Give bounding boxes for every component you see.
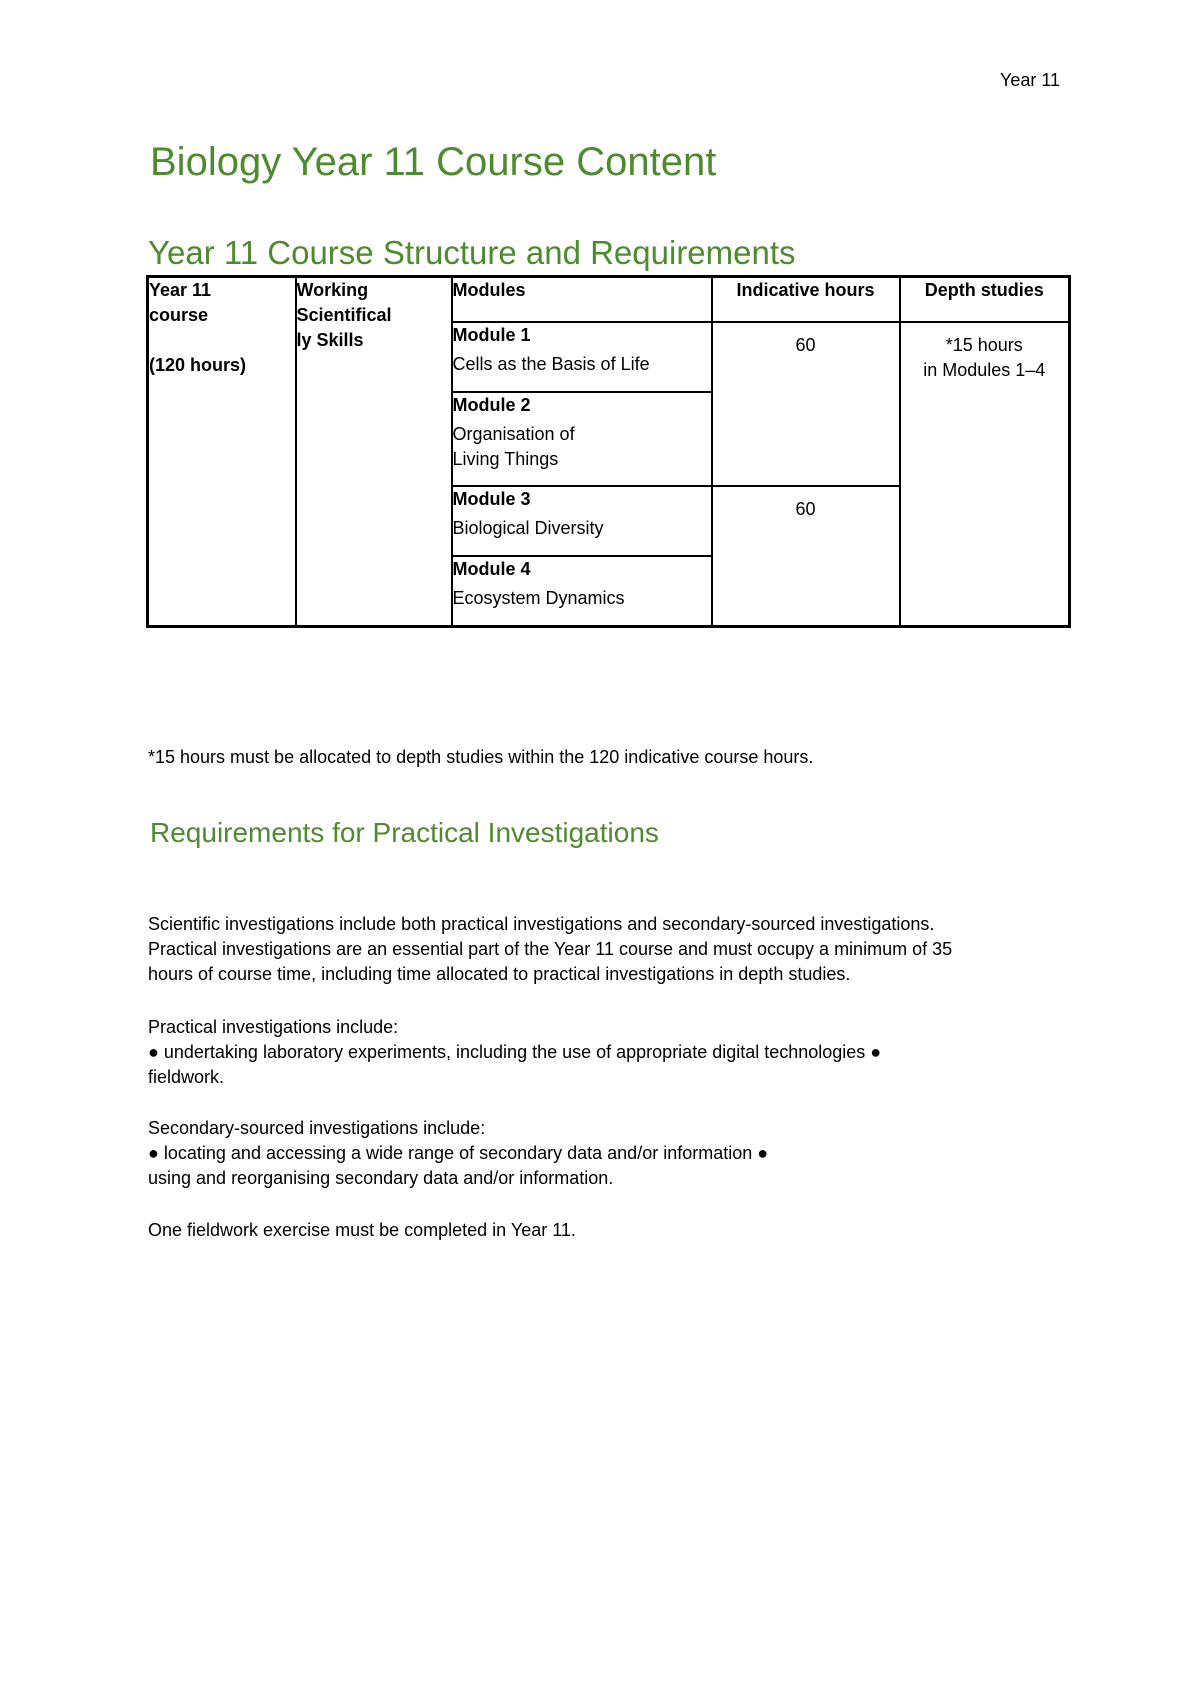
module-cell: Module 1 Cells as the Basis of Life bbox=[452, 322, 712, 392]
hours-cell: 60 bbox=[712, 486, 900, 627]
running-header: Year 11 bbox=[1000, 70, 1061, 90]
page-title: Biology Year 11 Course Content bbox=[150, 140, 717, 184]
closing-paragraph: One fieldwork exercise must be completed in Year 11. bbox=[148, 1220, 576, 1240]
header-indicative-hours: Indicative hours bbox=[712, 277, 900, 323]
header-depth-studies: Depth studies bbox=[900, 277, 1070, 323]
module-cell: Module 4 Ecosystem Dynamics bbox=[452, 556, 712, 627]
intro-paragraph: Scientific investigations include both practical investigations and secondary-sourced investigations. Practical investigations are an essential part of the Year 11 course and must occupy a minimum of 35 hours of course time, including time allocated to practical investigations in depth studies. bbox=[148, 914, 953, 984]
section-title-practical: Requirements for Practical Investigations bbox=[150, 817, 659, 848]
depth-studies-cell: *15 hours in Modules 1–4 bbox=[900, 322, 1070, 627]
course-cell: Year 11 course (120 hours) bbox=[148, 277, 296, 627]
secondary-list: Secondary-sourced investigations include: ● locating and accessing a wide range of secondary data and/or information ● using and reorganising secondary data and/or information. bbox=[148, 1118, 769, 1188]
module-cell: Module 2 Organisation of Living Things bbox=[452, 392, 712, 486]
footnote: *15 hours must be allocated to depth studies within the 120 indicative course hours. bbox=[148, 747, 814, 767]
practical-list: Practical investigations include: ● undertaking laboratory experiments, including the use of appropriate digital technologies ● fieldwork. bbox=[148, 1017, 882, 1087]
section-title-structure: Year 11 Course Structure and Requirements bbox=[148, 234, 796, 271]
hours-cell: 60 bbox=[712, 322, 900, 486]
working-scientifically-cell: Working Scientifical ly Skills bbox=[296, 277, 452, 627]
course-structure-table bbox=[146, 275, 1071, 628]
header-modules: Modules bbox=[452, 277, 712, 323]
module-cell: Module 3 Biological Diversity bbox=[452, 486, 712, 556]
